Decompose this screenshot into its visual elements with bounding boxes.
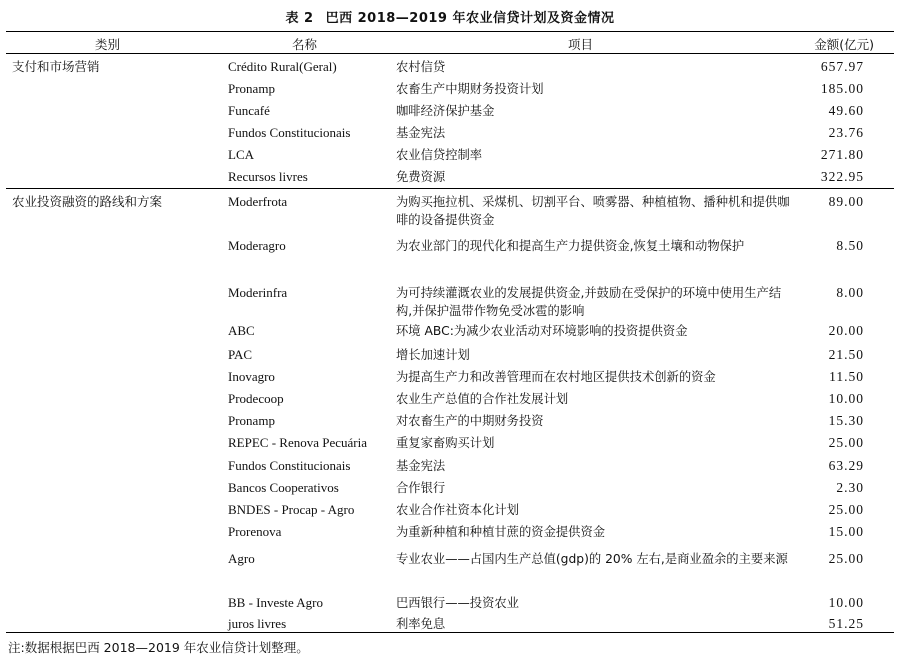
- row-amount: 271.80: [820, 147, 864, 162]
- row-item: 农业合作社资本化计划: [396, 503, 519, 517]
- row-item: 专业农业——占国内生产总值(gdp)的 20% 左右,是商业盈余的主要来源: [396, 552, 788, 566]
- row-item: 免费资源: [396, 170, 446, 184]
- row-item: 合作银行: [396, 481, 446, 495]
- row-name: Crédito Rural(Geral): [228, 59, 337, 74]
- row-name: juros livres: [228, 616, 287, 631]
- category-label: 农业投资融资的路线和方案: [12, 194, 163, 209]
- category-label: 支付和市场营销: [12, 59, 100, 74]
- row-name: Prodecoop: [228, 391, 284, 406]
- row-amount: 2.30: [836, 480, 864, 495]
- row-name: Pronamp: [228, 81, 275, 96]
- header-item: 项目: [568, 37, 594, 52]
- row-amount: 15.30: [828, 413, 864, 428]
- row-amount: 21.50: [828, 347, 864, 362]
- row-name: Inovagro: [228, 369, 275, 384]
- row-amount: 20.00: [828, 323, 864, 338]
- row-amount: 25.00: [828, 435, 864, 450]
- row-name: Moderagro: [228, 238, 286, 253]
- row-name: Fundos Constitucionais: [228, 458, 351, 473]
- row-amount: 8.00: [836, 285, 864, 300]
- row-amount: 63.29: [828, 458, 864, 473]
- row-item: 为可持续灌溉农业的发展提供资金,并鼓励在受保护的环境中使用生产结构,并保护温带作物免受冰雹的影响: [396, 286, 782, 318]
- row-name: ABC: [228, 323, 255, 338]
- row-name: Pronamp: [228, 413, 275, 428]
- top-rule: [6, 31, 894, 32]
- row-name: BNDES - Procap - Agro: [228, 502, 355, 517]
- row-amount: 10.00: [828, 595, 864, 610]
- header-amount: 金额(亿元): [814, 37, 874, 52]
- row-item: 巴西银行——投资农业: [396, 596, 519, 610]
- row-item: 基金宪法: [396, 459, 446, 473]
- row-item: 为购买拖拉机、采煤机、切割平台、喷雾器、种植植物、播种机和提供咖啡的设备提供资金: [396, 195, 790, 227]
- row-name: LCA: [228, 147, 254, 162]
- row-amount: 25.00: [828, 502, 864, 517]
- row-name: Recursos livres: [228, 169, 308, 184]
- row-amount: 10.00: [828, 391, 864, 406]
- group-divider: [6, 188, 894, 189]
- row-item: 增长加速计划: [396, 348, 470, 362]
- row-amount: 11.50: [829, 369, 864, 384]
- row-name: REPEC - Renova Pecuária: [228, 435, 367, 450]
- row-item: 为重新种植和种植甘蔗的资金提供资金: [396, 525, 606, 539]
- row-item: 利率免息: [396, 617, 446, 631]
- header-name: 名称: [292, 37, 318, 52]
- row-amount: 23.76: [828, 125, 864, 140]
- row-amount: 89.00: [828, 194, 864, 209]
- table-caption: [0, 7, 900, 26]
- row-item: 基金宪法: [396, 126, 446, 140]
- row-item: 咖啡经济保护基金: [396, 104, 495, 118]
- row-name: PAC: [228, 347, 253, 362]
- row-item: 农村信贷: [396, 60, 446, 74]
- row-name: Agro: [228, 551, 255, 566]
- row-item: 重复家畜购买计划: [396, 436, 495, 450]
- row-item: 农业生产总值的合作社发展计划: [396, 392, 569, 406]
- table-note: 注:数据根据巴西 2018—2019 年农业信贷计划整理。: [8, 640, 309, 655]
- row-amount: 15.00: [828, 524, 864, 539]
- row-amount: 25.00: [828, 551, 864, 566]
- row-name: Fundos Constitucionais: [228, 125, 351, 140]
- row-item: 环境 ABC:为减少农业活动对环境影响的投资提供资金: [396, 324, 688, 338]
- table-number: 表 2: [285, 11, 314, 26]
- bottom-rule: [6, 632, 894, 633]
- row-item: 农业信贷控制率: [396, 148, 483, 162]
- row-name: Moderfrota: [228, 194, 288, 209]
- row-name: Funcafé: [228, 103, 270, 118]
- row-item: 为提高生产力和改善管理而在农村地区提供技术创新的资金: [396, 370, 716, 384]
- row-item: 农畜生产中期财务投资计划: [396, 82, 544, 96]
- row-amount: 322.95: [820, 169, 864, 184]
- row-amount: 49.60: [828, 103, 864, 118]
- row-name: Bancos Cooperativos: [228, 480, 339, 495]
- row-amount: 185.00: [820, 81, 864, 96]
- header-rule: [6, 53, 894, 54]
- row-amount: 8.50: [836, 238, 864, 253]
- row-amount: 657.97: [820, 59, 864, 74]
- row-name: Moderinfra: [228, 285, 288, 300]
- row-item: 为农业部门的现代化和提高生产力提供资金,恢复土壤和动物保护: [396, 239, 745, 253]
- row-name: Prorenova: [228, 524, 282, 539]
- row-name: BB - Investe Agro: [228, 595, 323, 610]
- row-amount: 51.25: [828, 616, 864, 631]
- table-title: 巴西 2018—2019 年农业信贷计划及资金情况: [325, 11, 615, 26]
- header-category: 类别: [95, 37, 121, 52]
- row-item: 对农畜生产的中期财务投资: [396, 414, 544, 428]
